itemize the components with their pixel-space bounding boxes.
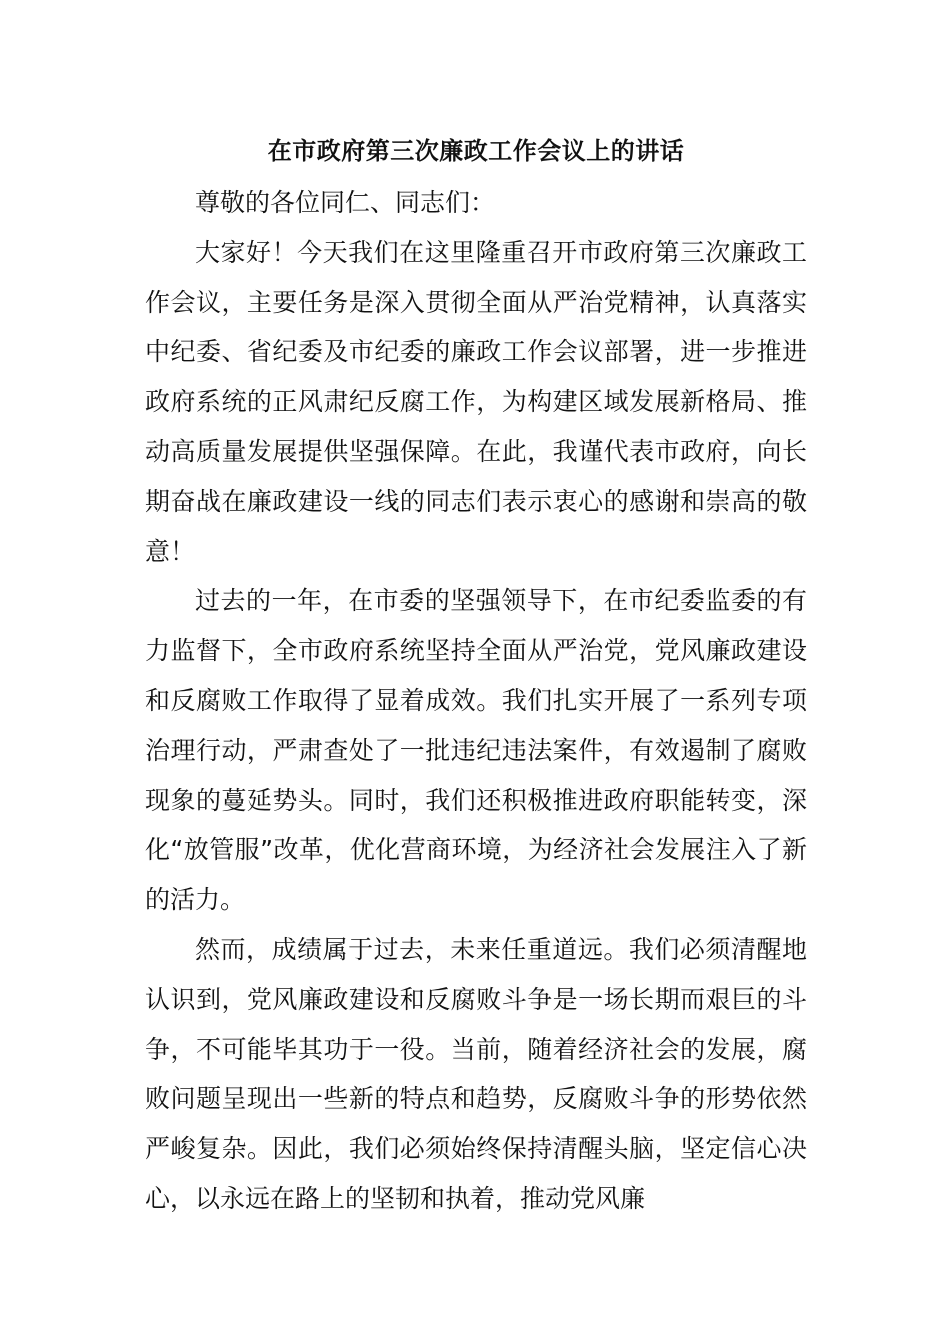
paragraph-challenges: 然而，成绩属于过去，未来任重道远。我们必须清醒地认识到，党风廉政建设和反腐败斗争是一场长期而艰巨的斗争，不可能毕其功于一役。当前，随着经济社会的发展，腐败问题呈现出一些新的特点和趋势，反腐败斗争的形势依然严峻复杂。因此，我们必须始终保持清醒头脑，坚定信心决心，以永远在路上的坚韧和执着，推动党风廉 xyxy=(145,934,807,1213)
document-title: 在市政府第三次廉政工作会议上的讲话 xyxy=(267,137,685,165)
document-body xyxy=(145,130,807,1224)
paragraph-opening: 大家好！今天我们在这里隆重召开市政府第三次廉政工作会议，主要任务是深入贯彻全面从严治党精神，认真落实中纪委、省纪委及市纪委的廉政工作会议部署，进一步推进政府系统的正风肃纪反腐工作，为构建区域发展新格局、推动高质量发展提供坚强保障。在此，我谨代表市政府，向长期奋战在廉政建设一线的同志们表示衷心的感谢和崇高的敬意！ xyxy=(145,237,807,566)
paragraph-achievements: 过去的一年，在市委的坚强领导下，在市纪委监委的有力监督下，全市政府系统坚持全面从严治党，党风廉政建设和反腐败工作取得了显着成效。我们扎实开展了一系列专项治理行动，严肃查处了一批违纪违法案件，有效遏制了腐败现象的蔓延势头。同时，我们还积极推进政府职能转变，深化“放管服”改革，优化营商环境，为经济社会发展注入了新的活力。 xyxy=(145,586,807,915)
salutation: 尊敬的各位同仁、同志们： xyxy=(195,188,496,217)
